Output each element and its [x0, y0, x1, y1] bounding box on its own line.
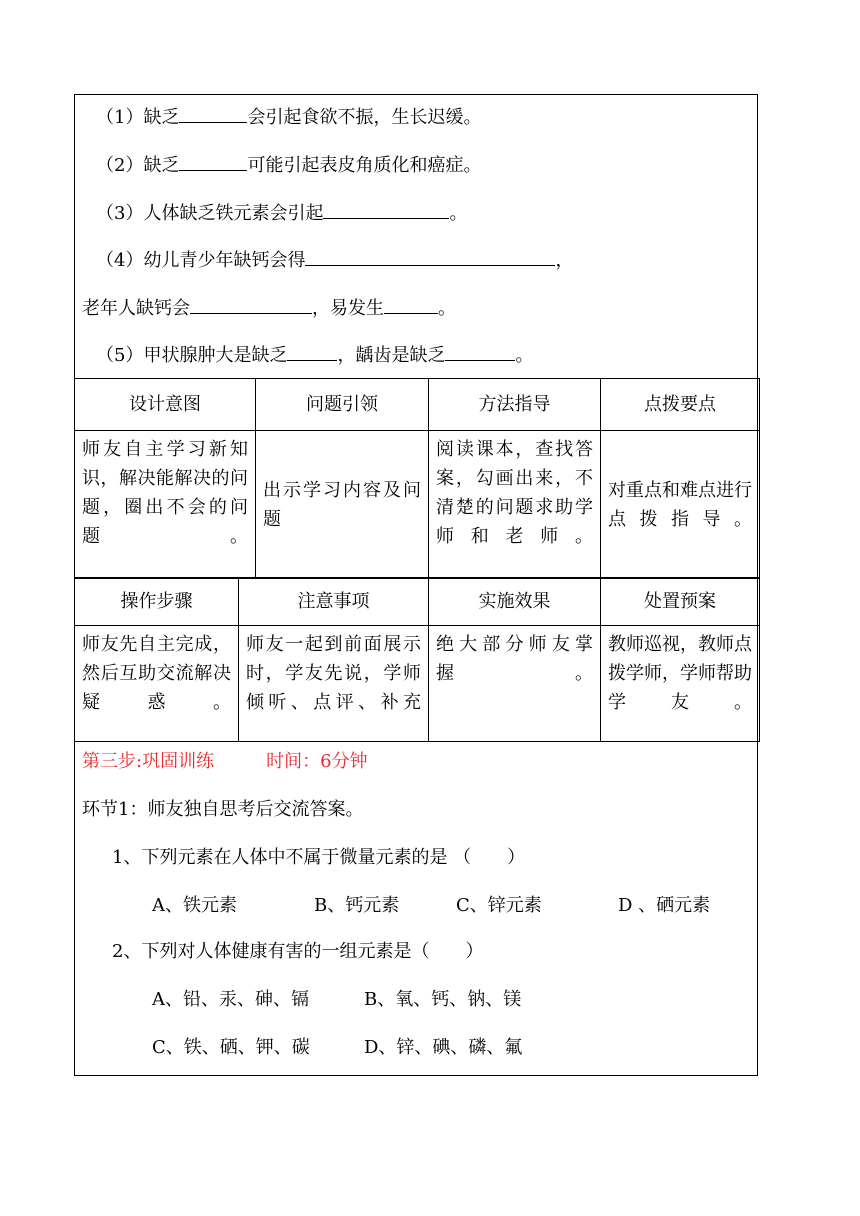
- answer-blank[interactable]: [384, 295, 438, 314]
- q1-option-b[interactable]: B、钙元素: [314, 895, 400, 916]
- cell-question-lead: 出示学习内容及问题: [256, 431, 429, 579]
- header-question-lead: 问题引领: [256, 379, 429, 431]
- q1-option-d[interactable]: D 、硒元素: [618, 895, 711, 916]
- answer-blank[interactable]: [445, 342, 515, 361]
- q1-option-c[interactable]: C、锌元素: [456, 895, 542, 916]
- cell-plan: 教师巡视，教师点拨学师，学师帮助学友。: [601, 626, 760, 742]
- answer-blank[interactable]: [179, 152, 247, 171]
- fill-item-3: （3）人体缺乏铁元素会引起 。: [96, 200, 467, 226]
- link-1: 环节1：师友独自思考后交流答案。: [82, 799, 364, 820]
- cell-notes: 师友一起到前面展示时，学友先说，学师倾听、点评、补充: [239, 626, 429, 742]
- header-notes: 注意事项: [239, 578, 429, 626]
- fill-item-2: （2）缺乏 可能引起表皮角质化和癌症。: [96, 152, 481, 178]
- q2-option-c[interactable]: C、铁、硒、钾、碳: [152, 1037, 310, 1058]
- cell-design-intent: 师友自主学习新知识，解决能解决的问题，圈出不会的问题。: [75, 431, 256, 579]
- fill-item-5: （5）甲状腺肿大是缺乏 ，龋齿是缺乏 。: [96, 342, 533, 368]
- fill-item-4-cont: 老年人缺钙会 ，易发生 。: [82, 295, 456, 321]
- answer-blank[interactable]: [323, 200, 449, 219]
- header-method-guide: 方法指导: [429, 379, 601, 431]
- design-table: [74, 378, 760, 579]
- cell-key-points: 对重点和难点进行点拨指导。: [601, 431, 760, 579]
- q2-option-d[interactable]: D、锌、碘、磷、氟: [364, 1037, 523, 1058]
- answer-blank[interactable]: [287, 342, 337, 361]
- answer-blank[interactable]: [190, 295, 312, 314]
- header-steps: 操作步骤: [75, 578, 239, 626]
- cell-effect: 绝大部分师友掌握。: [429, 626, 601, 742]
- fill-item-4: （4）幼儿青少年缺钙会得 ，: [96, 247, 573, 273]
- step3-time: 时间：6分钟: [266, 751, 368, 772]
- answer-blank[interactable]: [179, 104, 247, 123]
- question-2-stem: 2、下列对人体健康有害的一组元素是（ ）: [112, 941, 484, 962]
- question-1-stem: 1、下列元素在人体中不属于微量元素的是 （ ）: [112, 847, 526, 868]
- header-design-intent: 设计意图: [75, 379, 256, 431]
- q2-option-b[interactable]: B、氧、钙、钠、镁: [364, 989, 522, 1010]
- cell-steps: 师友先自主完成，然后互助交流解决疑惑。: [75, 626, 239, 742]
- cell-method-guide: 阅读课本，查找答案，勾画出来，不清楚的问题求助学师和老师。: [429, 431, 601, 579]
- header-plan: 处置预案: [601, 578, 760, 626]
- fill-item-1: （1）缺乏 会引起食欲不振，生长迟缓。: [96, 104, 481, 130]
- header-key-points: 点拨要点: [601, 379, 760, 431]
- q2-option-a[interactable]: A、铅、汞、砷、镉: [152, 989, 309, 1010]
- q1-option-a[interactable]: A、铁元素: [152, 895, 237, 916]
- header-effect: 实施效果: [429, 578, 601, 626]
- step3-title: 第三步:巩固训练: [82, 751, 215, 772]
- answer-blank[interactable]: [305, 247, 555, 266]
- step3-heading: [82, 750, 368, 774]
- operation-table: [74, 577, 760, 742]
